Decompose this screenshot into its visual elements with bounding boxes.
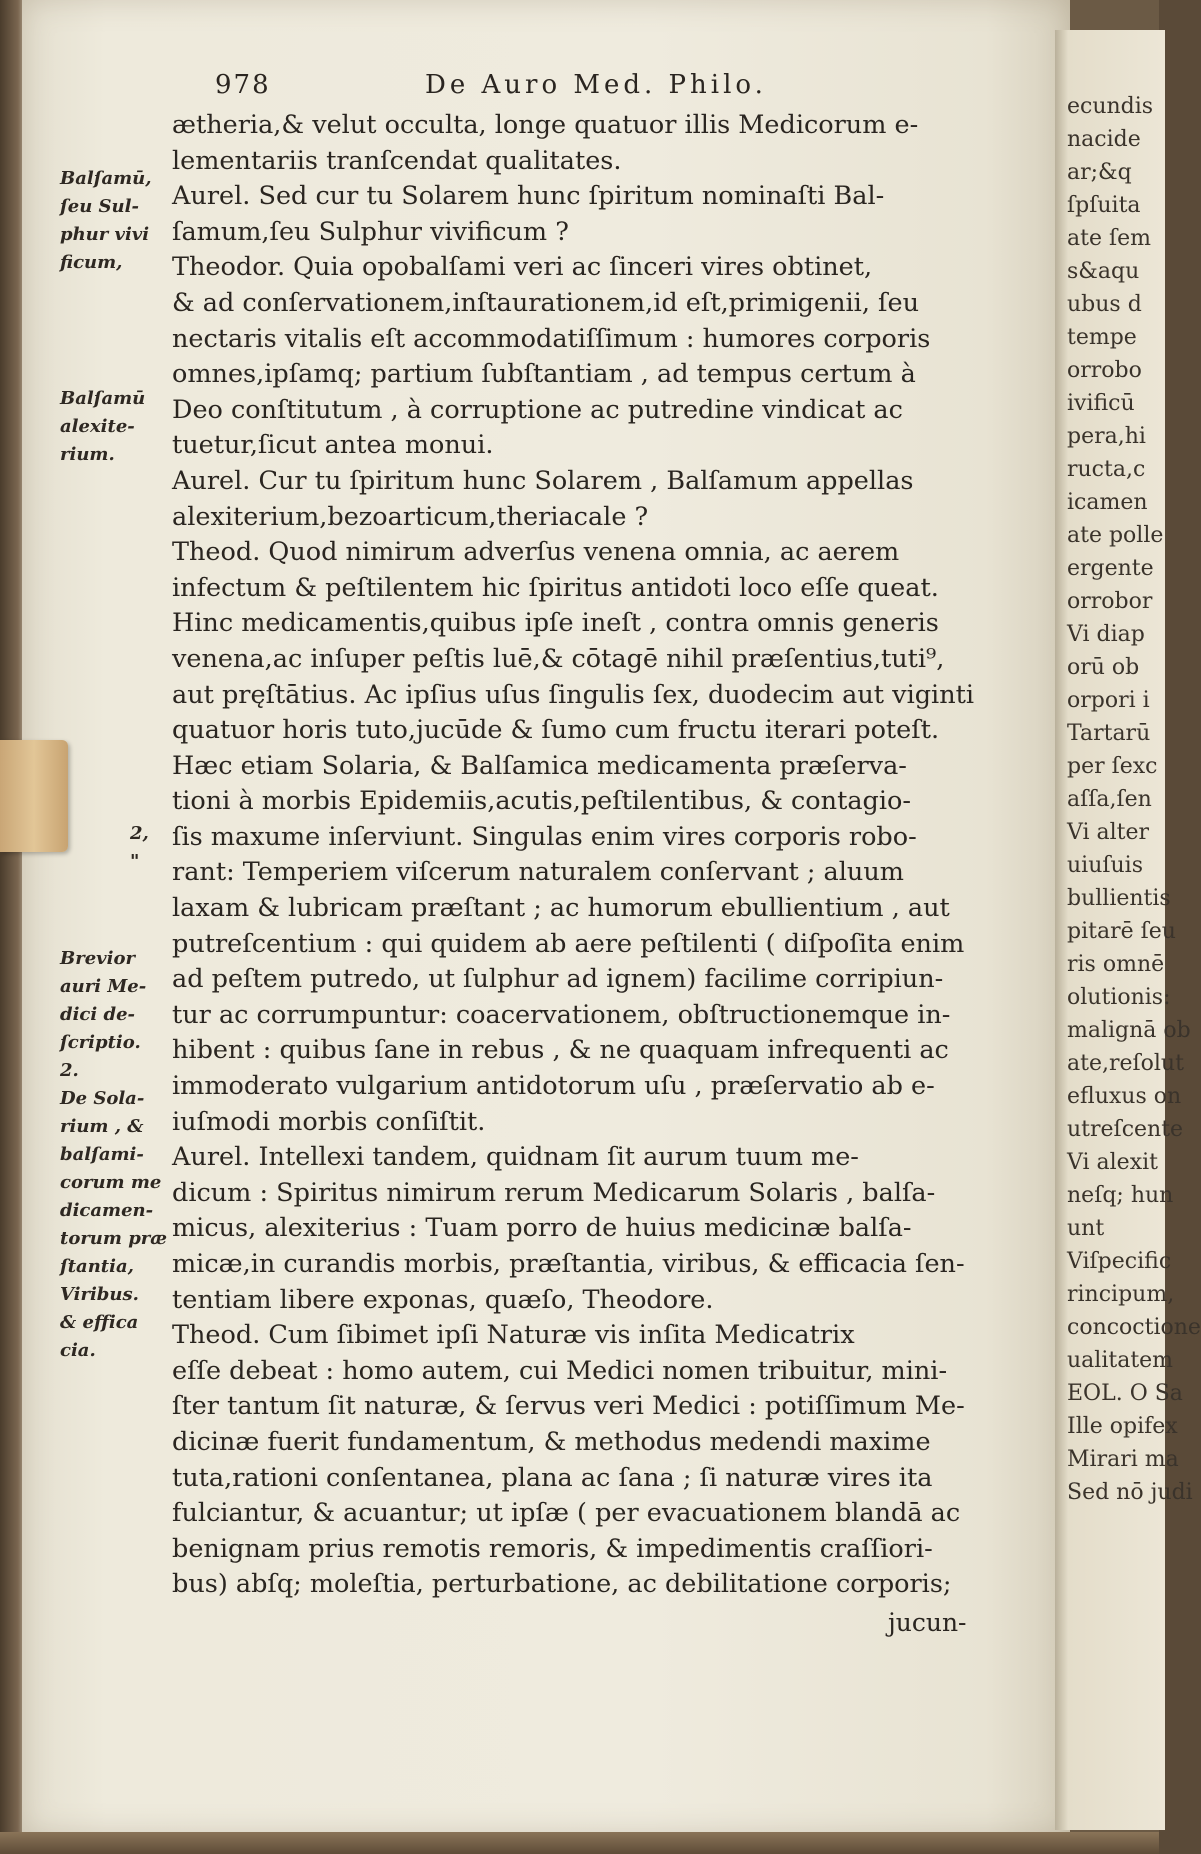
text-line: putreſcentium : qui quidem ab aere peſtilenti ( diſpoſita enim (172, 928, 965, 959)
text-line: infectum & peſtilentem hic ſpiritus antidoti loco eſſe queat. (172, 572, 939, 603)
text-line: tuta,rationi conſentanea, plana ac ſana ; ſi naturæ vires ita (172, 1462, 933, 1493)
facing-page-fragment: ate,reſolut (1067, 1051, 1184, 1076)
text-line: dicum : Spiritus nimirum rerum Medicarum Solaris , balſa- (172, 1177, 936, 1208)
margin-note-brevior-descriptio (60, 945, 167, 1365)
text-line: alexiterium,bezoarticum,theriacale ? (172, 501, 649, 532)
margin-note-line: auri Me- (60, 976, 147, 997)
text-line: immoderato vulgarium antidotorum uſu , præſervatio ab e- (172, 1071, 935, 1102)
text-line: tioni à morbis Epidemiis,acutis,peſtilentibus, & contagio- (172, 786, 911, 817)
margin-note-line: Viribus. (60, 1284, 139, 1305)
facing-page-fragment: orū ob (1067, 655, 1140, 680)
facing-page-fragment: Viſpecific (1067, 1249, 1172, 1274)
facing-page-fragment: ate polle (1067, 523, 1164, 548)
margin-note-line: rium. (60, 444, 115, 465)
paper-bookmark-tab (0, 740, 68, 852)
facing-page-fragment: ar;&q (1067, 160, 1132, 185)
margin-note-line: alexite- (60, 416, 135, 437)
text-line: eſſe debeat : homo autem, cui Medici nomen tribuitur, mini- (172, 1355, 948, 1386)
page-number: 978 (215, 70, 271, 100)
text-line: Theod. Quod nimirum adverſus venena omnia, ac aerem (172, 537, 900, 568)
facing-page-text (1055, 30, 1201, 1509)
facing-page-fragment: ivificū (1067, 391, 1135, 416)
text-line: tur ac corrumpuntur: coacervationem, obſtructionemque in- (172, 999, 951, 1030)
body-text (172, 108, 1042, 1603)
text-line: bus) abſq; moleſtia, perturbatione, ac debilitatione corporis; (172, 1569, 952, 1600)
margin-note-line: dici de- (60, 1004, 135, 1025)
margin-note-line: 2, (130, 823, 149, 844)
facing-page-fragment: rincipum, (1067, 1282, 1175, 1307)
margin-note-line: rium , & (60, 1116, 144, 1137)
facing-page-fragment: icamen (1067, 490, 1148, 515)
text-line: quatuor horis tuto,jucūde & ſumo cum fructu iterari poteſt. (172, 715, 940, 746)
margin-note-line: Balſamū, (60, 168, 152, 189)
text-line: venena,ac inſuper peſtis luē,& cōtagē nihil præſentius,tuti⁹, (172, 643, 945, 674)
margin-note-line: cia. (60, 1340, 96, 1361)
text-line: tuetur,ſicut antea monui. (172, 430, 494, 461)
text-line: benignam prius remotis remoris, & impedimentis craſſiori- (172, 1533, 933, 1564)
text-line: rant: Temperiem viſcerum naturalem conſervant ; aluum (172, 857, 904, 888)
text-line: Deo conſtitutum , à corruptione ac putredine vindicat ac (172, 394, 903, 425)
text-line: Hinc medicamentis,quibus ipſe ineſt , contra omnis generis (172, 608, 939, 639)
facing-page-fragment: Vi alter (1067, 820, 1150, 845)
text-line: ad peſtem putredo, ut ſulphur ad ignem) facilime corripiun- (172, 964, 944, 995)
margin-note-line: ſeu Sul- (60, 196, 139, 217)
facing-page-fragment: nacide (1067, 127, 1141, 152)
margin-note-line: 2. (60, 1060, 79, 1081)
text-line: omnes,ipſamq; partium ſubſtantiam , ad tempus certum à (172, 359, 916, 390)
margin-note-line: dicamen- (60, 1200, 154, 1221)
facing-page-fragment: efluxus on (1067, 1084, 1182, 1109)
text-line: Aurel. Cur tu ſpiritum hunc Solarem , Balſamum appellas (172, 465, 914, 496)
text-line: Hæc etiam Solaria, & Balſamica medicamenta præſerva- (172, 750, 907, 781)
margin-note-line: ſcriptio. (60, 1032, 141, 1053)
facing-page-fragment: s&aqu (1067, 259, 1140, 284)
margin-note-line: Balſamū (60, 388, 146, 409)
facing-page-fragment: EOL. O Sa (1067, 1381, 1183, 1406)
page-header (215, 70, 1035, 110)
facing-page-fragment: ubus d (1067, 292, 1142, 317)
text-line: lementariis tranſcendat qualitates. (172, 145, 622, 176)
facing-page-fragment: pera,hi (1067, 424, 1146, 449)
text-line: tentiam libere exponas, quæſo, Theodore. (172, 1284, 714, 1315)
text-line: aut pręſtātius. Ac ipſius uſus ſingulis ſex, duodecim aut viginti (172, 679, 975, 710)
catchword: jucun- (888, 1608, 967, 1637)
facing-page-fragment: ualitatem (1067, 1348, 1174, 1373)
text-line: laxam & lubricam præſtant ; ac humorum ebullientium , aut (172, 893, 950, 924)
margin-note-line: phur vivi (60, 224, 150, 245)
text-line: Aurel. Sed cur tu Solarem hunc ſpiritum nominaſti Bal- (172, 181, 885, 212)
text-line: Theodor. Quia opobalſami veri ac ſinceri vires obtinet, (172, 252, 873, 283)
text-line: iuſmodi morbis conſiſtit. (172, 1106, 486, 1137)
margin-note-line: balſami- (60, 1144, 144, 1165)
facing-page-fragment: ecundis (1067, 94, 1154, 119)
facing-page-fragment: Ille opifex (1067, 1414, 1178, 1439)
margin-note-ditto-marks (130, 820, 149, 876)
facing-page-fragment: neſq; hun (1067, 1183, 1174, 1208)
facing-page-fragment: uiuſuis (1067, 853, 1144, 878)
text-line: & ad conſervationem,inſtaurationem,id eſt,primigenii, ſeu (172, 287, 919, 318)
facing-page-fragment: per ſexc (1067, 754, 1158, 779)
facing-page-fragment: utreſcente (1067, 1117, 1184, 1142)
margin-note-line: ſtantia, (60, 1256, 134, 1277)
text-line: ſis maxume inſerviunt. Singulas enim vires corporis robo- (172, 821, 917, 852)
facing-page-fragment: ris omnē (1067, 952, 1165, 977)
running-title: De Auro Med. Philo. (425, 70, 767, 100)
facing-page (1055, 30, 1201, 1830)
facing-page-fragment: orpori i (1067, 688, 1150, 713)
page-bottom-edge (0, 1832, 1159, 1854)
facing-page-fragment: orrobor (1067, 589, 1153, 614)
text-line: Theod. Cum ſibimet ipſi Naturæ vis inſita Medicatrix (172, 1320, 855, 1351)
text-line: ſamum,ſeu Sulphur vivificum ? (172, 216, 569, 247)
text-line: Aurel. Intellexi tandem, quidnam ſit aurum tuum me- (172, 1142, 859, 1173)
margin-note-line: torum præ (60, 1228, 168, 1249)
text-line: micus, alexiterius : Tuam porro de huius medicinæ balſa- (172, 1213, 912, 1244)
margin-note-balsamum-sulphur (60, 165, 152, 277)
facing-page-fragment: tempe (1067, 325, 1137, 350)
text-line: micæ,in curandis morbis, præſtantia, viribus, & efficacia ſen- (172, 1249, 965, 1279)
margin-note-line: ficum, (60, 252, 123, 273)
facing-page-fragment: olutionis: (1067, 985, 1171, 1010)
facing-page-fragment: Vi alexit (1067, 1150, 1158, 1175)
facing-page-fragment: unt (1067, 1216, 1105, 1241)
facing-page-fragment: ſpſuita (1067, 193, 1141, 218)
facing-page-fragment: Vi diap (1067, 622, 1145, 647)
facing-page-fragment: Tartarū (1067, 721, 1151, 746)
facing-page-fragment: orrobo (1067, 358, 1142, 383)
facing-page-fragment: Mirari ma (1067, 1447, 1179, 1472)
margin-note-balsamum-alexiterium (60, 385, 145, 469)
text-line: dicinæ fuerit fundamentum, & methodus medendi maxime (172, 1426, 931, 1457)
facing-page-fragment: ate ſem (1067, 226, 1151, 251)
margin-note-line: corum me (60, 1172, 162, 1193)
facing-page-fragment: ructa,c (1067, 457, 1146, 482)
facing-page-fragment: pitarē ſeu (1067, 919, 1176, 944)
facing-page-fragment: aſſa,ſen (1067, 787, 1152, 812)
text-line: fulciantur, & acuantur; ut ipſæ ( per evacuationem blandā ac (172, 1498, 961, 1529)
margin-note-line: De Sola- (60, 1088, 145, 1109)
text-line: ſter tantum ſit naturæ, & ſervus veri Medici : potiſſimum Me- (172, 1391, 965, 1422)
facing-page-fragment: malignā ob (1067, 1018, 1191, 1043)
facing-page-fragment: Sed nō judi (1067, 1480, 1193, 1505)
margin-note-line: Brevior (60, 948, 135, 969)
margin-note-line: & effica (60, 1312, 139, 1333)
facing-page-fragment: concoctione (1067, 1315, 1201, 1340)
text-line: nectaris vitalis eſt accommodatiſſimum : humores corporis (172, 323, 931, 354)
text-line: ætheria,& velut occulta, longe quatuor illis Medicorum e- (172, 110, 919, 140)
facing-page-fragment: bullientis (1067, 886, 1171, 911)
facing-page-fragment: ergente (1067, 556, 1154, 581)
text-line: hibent : quibus ſane in rebus , & ne quaquam infrequenti ac (172, 1035, 949, 1066)
margin-note-line: " (130, 851, 140, 872)
